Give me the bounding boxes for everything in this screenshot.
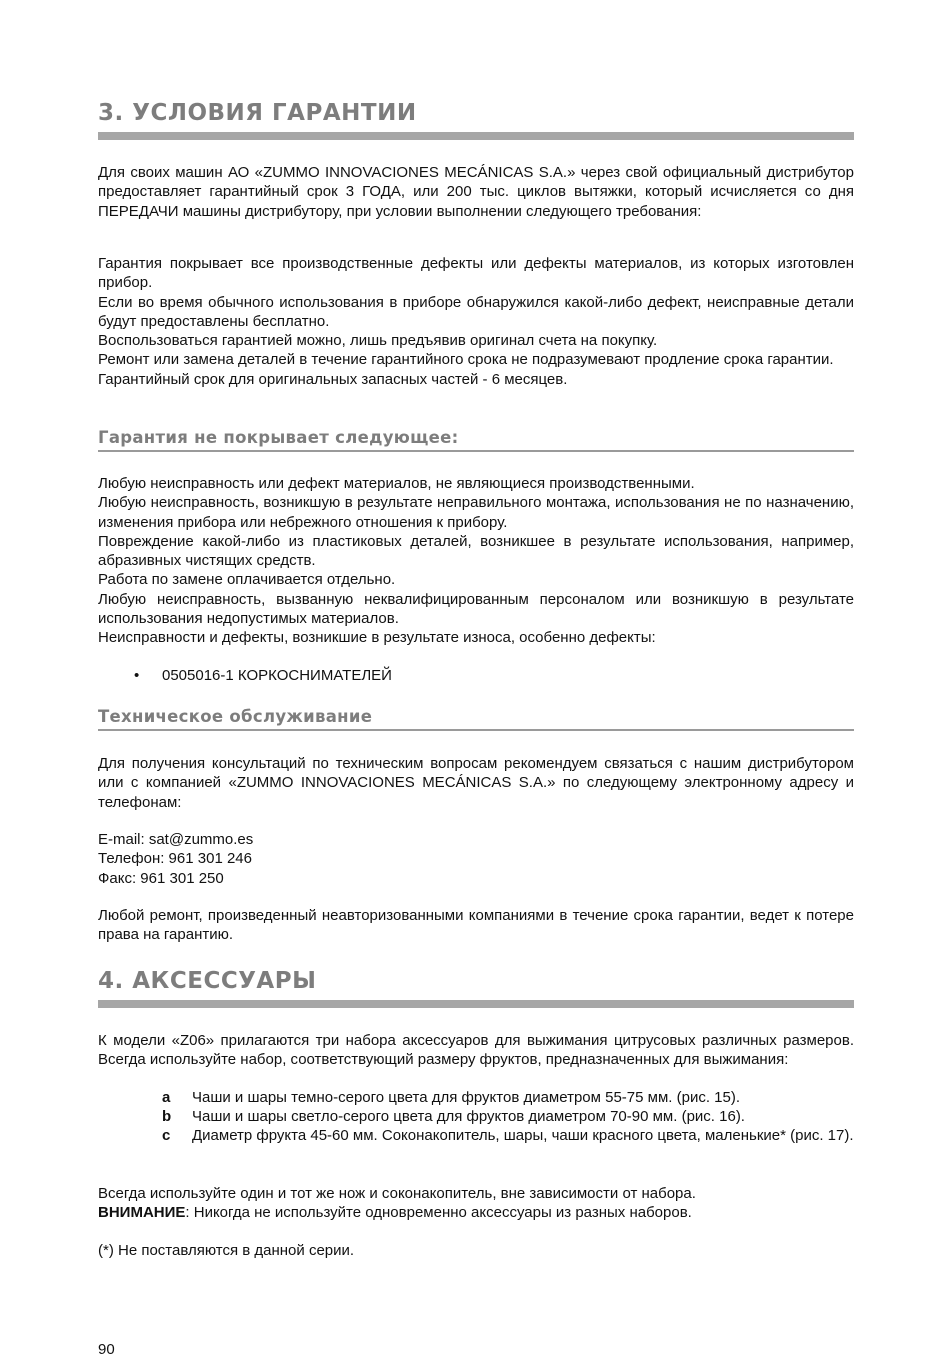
- list-text: Чаши и шары темно-серого цвета для фруктов диаметром 55-75 мм. (рис. 15).: [192, 1089, 741, 1106]
- not-covered-item: Неисправности и дефекты, возникшие в результате износа, особенно дефекты:: [98, 629, 656, 647]
- subsection-title-not-covered: Гарантия не покрывает следующее:: [98, 428, 854, 452]
- bullet-text: 0505016-1 КОРКОСНИМАТЕЛЕЙ: [162, 667, 392, 684]
- list-letter: a: [162, 1089, 171, 1106]
- footnote: (*) Не поставляются в данной серии.: [98, 1242, 355, 1259]
- warning-label: ВНИМАНИЕ: [98, 1204, 186, 1222]
- section-title-warranty: 3. УСЛОВИЯ ГАРАНТИИ: [98, 100, 854, 140]
- list-text: Диаметр фрукта 45-60 мм. Соконакопитель, шары, чаши красного цвета, маленькие* (рис. 17).: [192, 1127, 854, 1144]
- contact-email: E-mail: sat@zummo.es: [98, 831, 254, 848]
- not-covered-item: Любую неисправность или дефект материалов, не являющиеся производственными.: [98, 475, 695, 492]
- maintenance-note: Любой ремонт, произведенный неавторизованными компаниями в течение срока гарантии, ведет к потере права на гарантию.: [98, 907, 854, 944]
- warning-line: [98, 1203, 854, 1222]
- subsection-title-maintenance: Техническое обслуживание: [98, 707, 854, 731]
- warranty-coverage: [98, 254, 854, 389]
- coverage-line: Гарантийный срок для оригинальных запасных частей - 6 месяцев.: [98, 370, 568, 388]
- accessory-list-item: [162, 1126, 854, 1145]
- not-covered-item: Работа по замене оплачивается отдельно.: [98, 571, 396, 589]
- list-letter: c: [162, 1127, 171, 1144]
- not-covered-item: Повреждение какой-либо из пластиковых деталей, возникшее в результате использования, например, абразивных чистящих средств.: [98, 532, 854, 570]
- list-letter: b: [162, 1108, 172, 1125]
- coverage-line: Ремонт или замена деталей в течение гарантийного срока не подразумевают продление срока гарантии.: [98, 351, 834, 369]
- coverage-line: Если во время обычного использования в приборе обнаружился какой-либо дефект, неисправные детали будут предоставлены бесплатно.: [98, 293, 854, 330]
- warranty-intro: Для своих машин АО «ZUMMO INNOVACIONES MECÁNICAS S.A.» через свой официальный дистрибутор предоставляет гарантийный срок 3 ГОДА, или 200 тыс. циклов вытяжки, который исчисляется со дня ПЕРЕДАЧИ машины дистрибутору, при условии выполнении следующего требования:: [98, 164, 854, 220]
- warning-text: : Никогда не используйте одновременно аксессуары из разных наборов.: [185, 1204, 692, 1222]
- not-covered-list: [98, 474, 854, 648]
- always-use-note: Всегда используйте один и тот же нож и соконакопитель, вне зависимости от набора.: [98, 1185, 696, 1202]
- contact-phone: Телефон: 961 301 246: [98, 850, 252, 868]
- bullet-dot-icon: •: [134, 667, 140, 684]
- not-covered-item: Любую неисправность, возникшую в результате неправильного монтажа, использования не по назначению, изменения прибора или небрежного отношения к прибору.: [98, 494, 854, 531]
- contact-block: [98, 830, 854, 888]
- contact-fax: Факс: 961 301 250: [98, 869, 224, 887]
- coverage-line: Гарантия покрывает все производственные дефекты или дефекты материалов, из которых изготовлен прибор.: [98, 255, 854, 292]
- accessories-intro: К модели «Z06» прилагаются три набора аксессуаров для выжимания цитрусовых различных размеров. Всегда используйте набор, соответствующий размеру фруктов, предназначенных для выжимания:: [98, 1032, 854, 1069]
- maintenance-intro: Для получения консультаций по техническим вопросам рекомендуем связаться с нашим дистрибутором или с компанией «ZUMMO INNOVACIONES MECÁNICAS S.A.» по следующему электронному адресу и телефонам:: [98, 755, 854, 811]
- bullet-item: [134, 666, 392, 685]
- accessory-list-item: [162, 1107, 854, 1126]
- accessories-notes: [98, 1184, 854, 1223]
- page-number: 90: [98, 1341, 115, 1358]
- not-covered-item: Любую неисправность, вызванную неквалифицированным персоналом или возникшую в результате использования недопустимых материалов.: [98, 590, 854, 628]
- list-text: Чаши и шары светло-серого цвета для фруктов диаметром 70-90 мм. (рис. 16).: [192, 1108, 745, 1125]
- section-title-accessories: 4. АКСЕССУАРЫ: [98, 968, 854, 1008]
- accessory-list-item: [162, 1088, 854, 1107]
- coverage-line: Воспользоваться гарантией можно, лишь предъявив оригинал счета на покупку.: [98, 332, 658, 350]
